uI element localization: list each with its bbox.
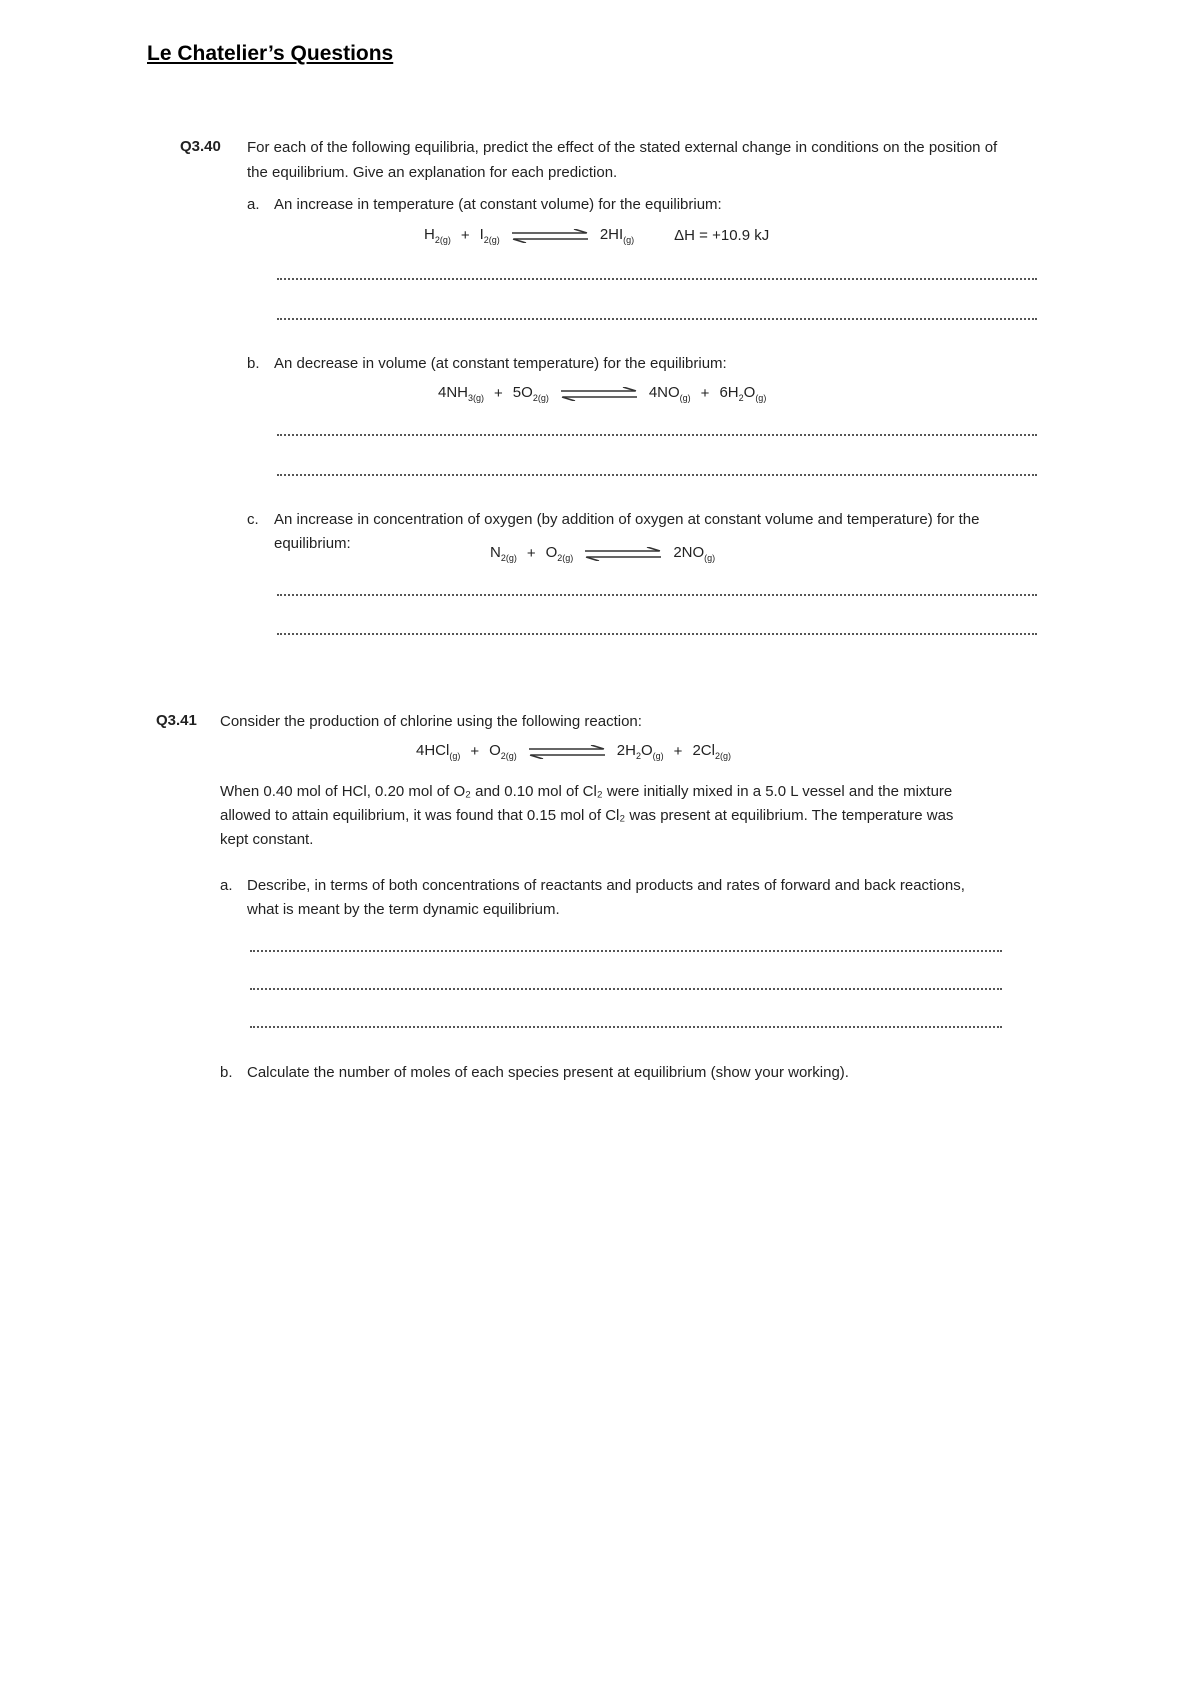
- reactant: $O_{2(g)}$: [489, 742, 517, 761]
- q340-intro-line2: the equilibrium. Give an explanation for each prediction.: [247, 164, 618, 181]
- product: $6H_2O_{(g)}$: [719, 384, 767, 403]
- plus-sign: +: [460, 227, 470, 244]
- q340b-label: b.: [247, 355, 260, 372]
- q340c-text-line1: An increase in concentration of oxygen (by addition of oxygen at constant volume and temperature) for the: [274, 511, 980, 528]
- q341-intro: Consider the production of chlorine using the following reaction:: [220, 713, 642, 730]
- reactant: $H_{2(g)}$: [424, 226, 451, 245]
- reactant: $4NH_{3(g)}$: [438, 384, 485, 403]
- q341-para-line1: When 0.40 mol of HCl, 0.20 mol of O₂ and 0.10 mol of Cl₂ were initially mixed in a 5.0 L vessel and the mixture: [220, 783, 953, 800]
- q340a-equation: [424, 226, 769, 245]
- answer-line[interactable]: [250, 950, 1002, 952]
- answer-line[interactable]: [277, 474, 1037, 476]
- q341-para-line3: kept constant.: [220, 831, 314, 848]
- q341b-label: b.: [220, 1064, 233, 1081]
- plus-sign: +: [494, 385, 503, 402]
- equilibrium-arrow-icon: [583, 547, 663, 561]
- answer-line[interactable]: [277, 594, 1037, 596]
- q340-intro-line1: For each of the following equilibria, predict the effect of the stated external change in conditions on the position of: [247, 139, 998, 156]
- product: $4NO_{(g)}$: [648, 384, 691, 403]
- answer-line[interactable]: [277, 434, 1037, 436]
- q341-equation: [416, 742, 731, 761]
- reactant: $N_{2(g)}$: [490, 544, 517, 563]
- question-number-q340: Q3.40: [180, 138, 221, 155]
- plus-sign: +: [470, 743, 480, 760]
- q340a-text: An increase in temperature (at constant volume) for the equilibrium:: [274, 196, 722, 213]
- reactant: $O_{2(g)}$: [545, 544, 574, 563]
- q341a-label: a.: [220, 877, 233, 894]
- page-title: Le Chatelier’s Questions: [147, 42, 394, 65]
- answer-line[interactable]: [277, 633, 1037, 635]
- answer-line[interactable]: [277, 278, 1037, 280]
- product: $2Cl_{2(g)}$: [692, 742, 731, 761]
- question-number-q341: Q3.41: [156, 712, 197, 729]
- q341-para-line2: allowed to attain equilibrium, it was found that 0.15 mol of Cl₂ was present at equilibrium. The temperature was: [220, 807, 954, 824]
- enthalpy-change: ΔH = +10.9 kJ: [674, 227, 770, 244]
- q340b-equation: [438, 384, 766, 403]
- q340b-text: An decrease in volume (at constant temperature) for the equilibrium:: [274, 355, 727, 372]
- answer-line[interactable]: [250, 1026, 1002, 1028]
- reactant: $5O_{2(g)}$: [512, 384, 549, 403]
- reactant: $I_{2(g)}$: [479, 226, 500, 245]
- equilibrium-arrow-icon: [527, 745, 607, 759]
- equilibrium-arrow-icon: [510, 229, 590, 243]
- product: $2NO_{(g)}$: [673, 544, 716, 563]
- q341b-text: Calculate the number of moles of each species present at equilibrium (show your working).: [247, 1064, 849, 1081]
- plus-sign: +: [700, 385, 710, 402]
- q340c-equation: [490, 544, 715, 563]
- equilibrium-arrow-icon: [559, 387, 639, 401]
- q340c-text-line2: equilibrium:: [274, 535, 351, 552]
- q341a-text-line2: what is meant by the term dynamic equilibrium.: [247, 901, 560, 918]
- q340a-label: a.: [247, 196, 260, 213]
- product: $2H_2O_{(g)}$: [616, 742, 664, 761]
- plus-sign: +: [526, 545, 536, 562]
- reactant: 4HCl$_{(g)}$: [416, 742, 461, 761]
- answer-line[interactable]: [277, 318, 1037, 320]
- q341a-text-line1: Describe, in terms of both concentrations of reactants and products and rates of forward and back reactions,: [247, 877, 965, 894]
- q340c-label: c.: [247, 511, 259, 528]
- answer-line[interactable]: [250, 988, 1002, 990]
- product: $2HI_{(g)}$: [599, 226, 635, 245]
- plus-sign: +: [673, 743, 683, 760]
